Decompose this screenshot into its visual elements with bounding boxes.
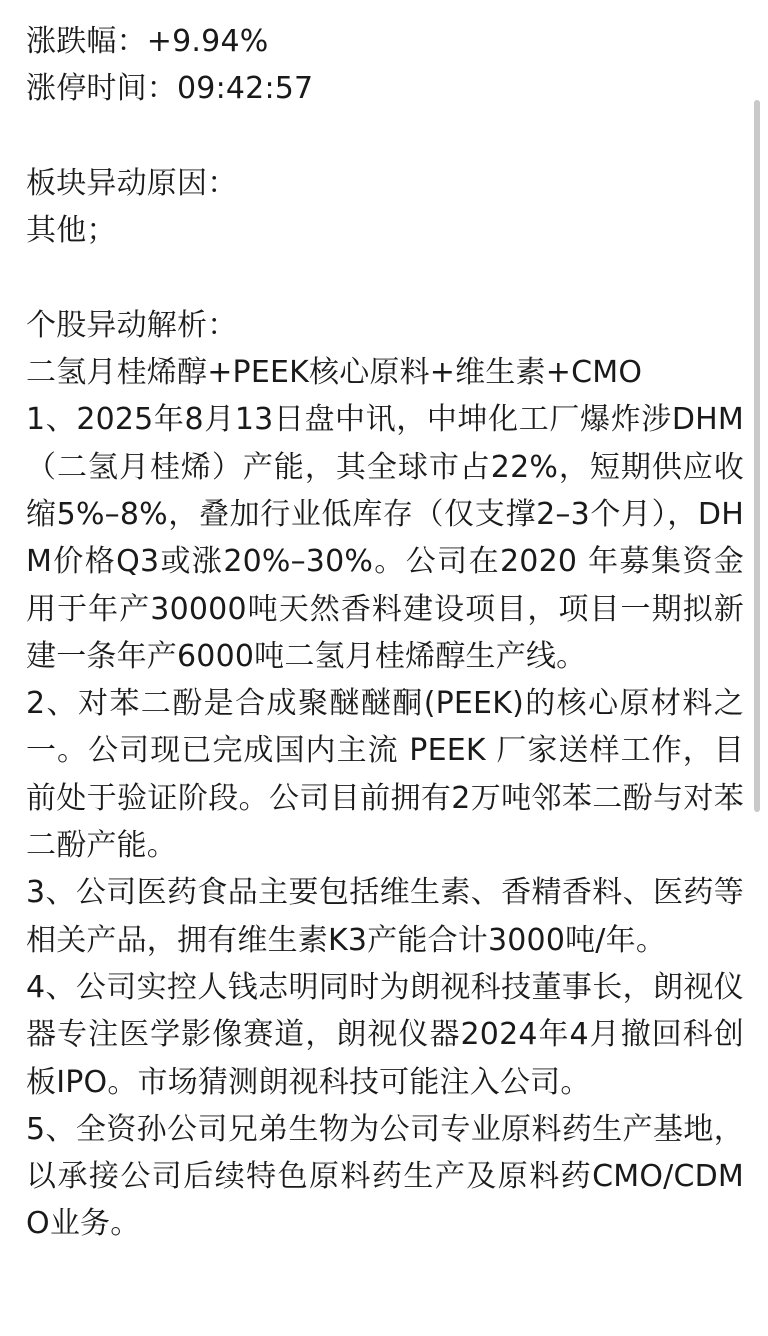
analysis-item-5: 5、全资孙公司兄弟生物为公司专业原料药生产基地，以承接公司后续特色原料药生产及原料药CMO/CDMO业务。 [26, 1111, 744, 1242]
stock-analysis-title: 个股异动解析： [26, 307, 238, 343]
limit-up-time: 涨停时间：09:42:57 [26, 71, 314, 107]
concept-tags: 二氢月桂烯醇+PEEK核心原料+维生素+CMO [26, 355, 643, 391]
analysis-item-4: 4、公司实控人钱志明同时为朗视科技董事长，朗视仪器专注医学影像赛道，朗视仪器2024年4月撤回科创板IPO。市场猜测朗视科技可能注入公司。 [26, 969, 744, 1100]
analysis-item-2: 2、对苯二酚是合成聚醚醚酮(PEEK)的核心原材料之一。公司现已完成国内主流 PEEK 厂家送样工作，目前处于验证阶段。公司目前拥有2万吨邻苯二酚与对苯二酚产能。 [26, 686, 744, 864]
analysis-item-3: 3、公司医药食品主要包括维生素、香精香料、医药等相关产品，拥有维生素K3产能合计3000吨/年。 [26, 875, 744, 958]
sector-reason-title: 板块异动原因： [26, 165, 238, 201]
sector-reason-value: 其他； [26, 213, 117, 249]
change-percent: 涨跌幅：+9.94% [26, 24, 269, 59]
document-content [26, 18, 744, 1248]
spacer [26, 254, 744, 301]
analysis-item-1: 1、2025年8月13日盘中讯，中坤化工厂爆炸涉DHM（二氢月桂烯）产能，其全球市占22%，短期供应收缩5%–8%，叠加行业低库存（仅支撑2–3个月），DHM价格Q3或涨20%–30%。公司在2020 年募集资金用于年产30000吨天然香料建设项目，项目一期拟新建一条年产6000吨二氢月桂烯醇生产线。 [26, 402, 744, 674]
vertical-scrollbar[interactable] [754, 100, 760, 812]
spacer [26, 113, 744, 160]
